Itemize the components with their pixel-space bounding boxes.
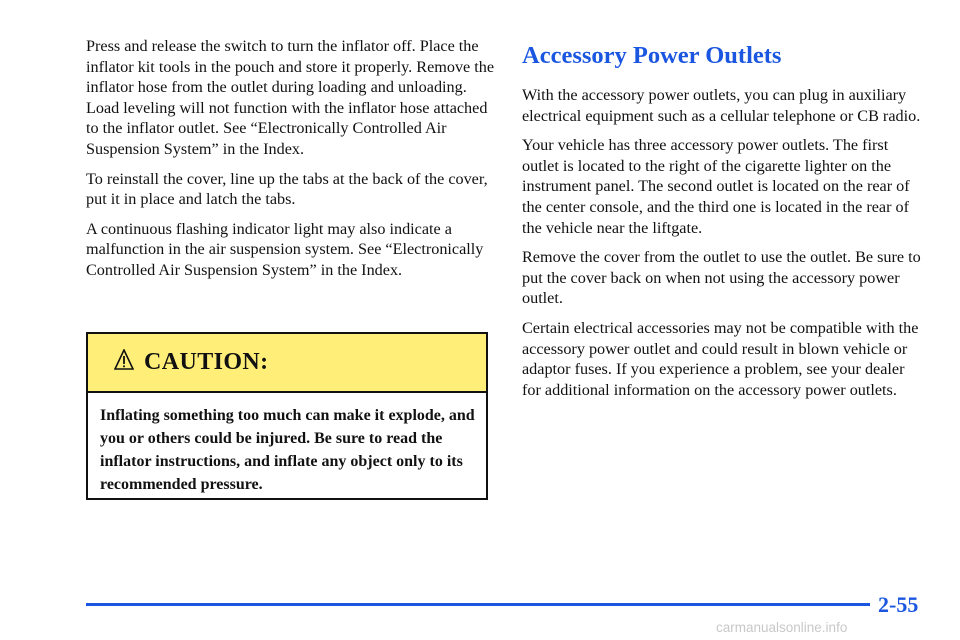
paragraph-reinstall-cover: To reinstall the cover, line up the tabs at the back of the cover, put it in place and latch the tabs. bbox=[86, 169, 488, 209]
caution-header bbox=[88, 334, 486, 393]
paragraph-remove-cover: Remove the cover from the outlet to use the outlet. Be sure to put the cover back on when not using the accessory power outlet. bbox=[522, 248, 921, 308]
paragraph-indicator-light: A continuous flashing indicator light may also indicate a malfunction in the air suspension system. See “Electronically Controlled Air Suspension System” in the Index. bbox=[86, 219, 484, 279]
caution-title: CAUTION: bbox=[144, 349, 269, 375]
paragraph-compatibility: Certain electrical accessories may not be compatible with the accessory power outlet and could result in blown vehicle or adaptor fuses. If you experience a problem, see your dealer for additional information on the accessory power outlets. bbox=[522, 318, 919, 399]
section-heading: Accessory Power Outlets bbox=[522, 42, 782, 69]
paragraph-outlet-locations: Your vehicle has three accessory power outlets. The first outlet is located to the right of the cigarette lighter on the instrument panel. The second outlet is located on the rear of the center console, and the third one is located in the rear of the vehicle near the liftgate. bbox=[522, 136, 910, 237]
left-column bbox=[86, 36, 496, 290]
page-number: 2-55 bbox=[878, 592, 919, 617]
watermark: carmanualsonline.info bbox=[716, 620, 848, 635]
right-column bbox=[522, 36, 922, 409]
paragraph-inflator-off: Press and release the switch to turn the inflator off. Place the inflator kit tools in the pouch and store it properly. Remove the inflator hose from the outlet during loading and unloading. Load leveling will not function with the inflator hose attached to the inflator outlet. See “Electronically Controlled Air Suspension System” in the Index. bbox=[86, 37, 495, 158]
footer-rule bbox=[86, 603, 870, 606]
caution-text: Inflating something too much can make it explode, and you or others could be injured. Be sure to read the inflator instructions, and inflate any object only to its recommended pressure. bbox=[100, 407, 475, 493]
warning-triangle-icon bbox=[114, 349, 134, 371]
paragraph-outlets-intro: With the accessory power outlets, you can plug in auxiliary electrical equipment such as a cellular telephone or CB radio. bbox=[522, 86, 921, 125]
caution-box bbox=[86, 332, 488, 500]
